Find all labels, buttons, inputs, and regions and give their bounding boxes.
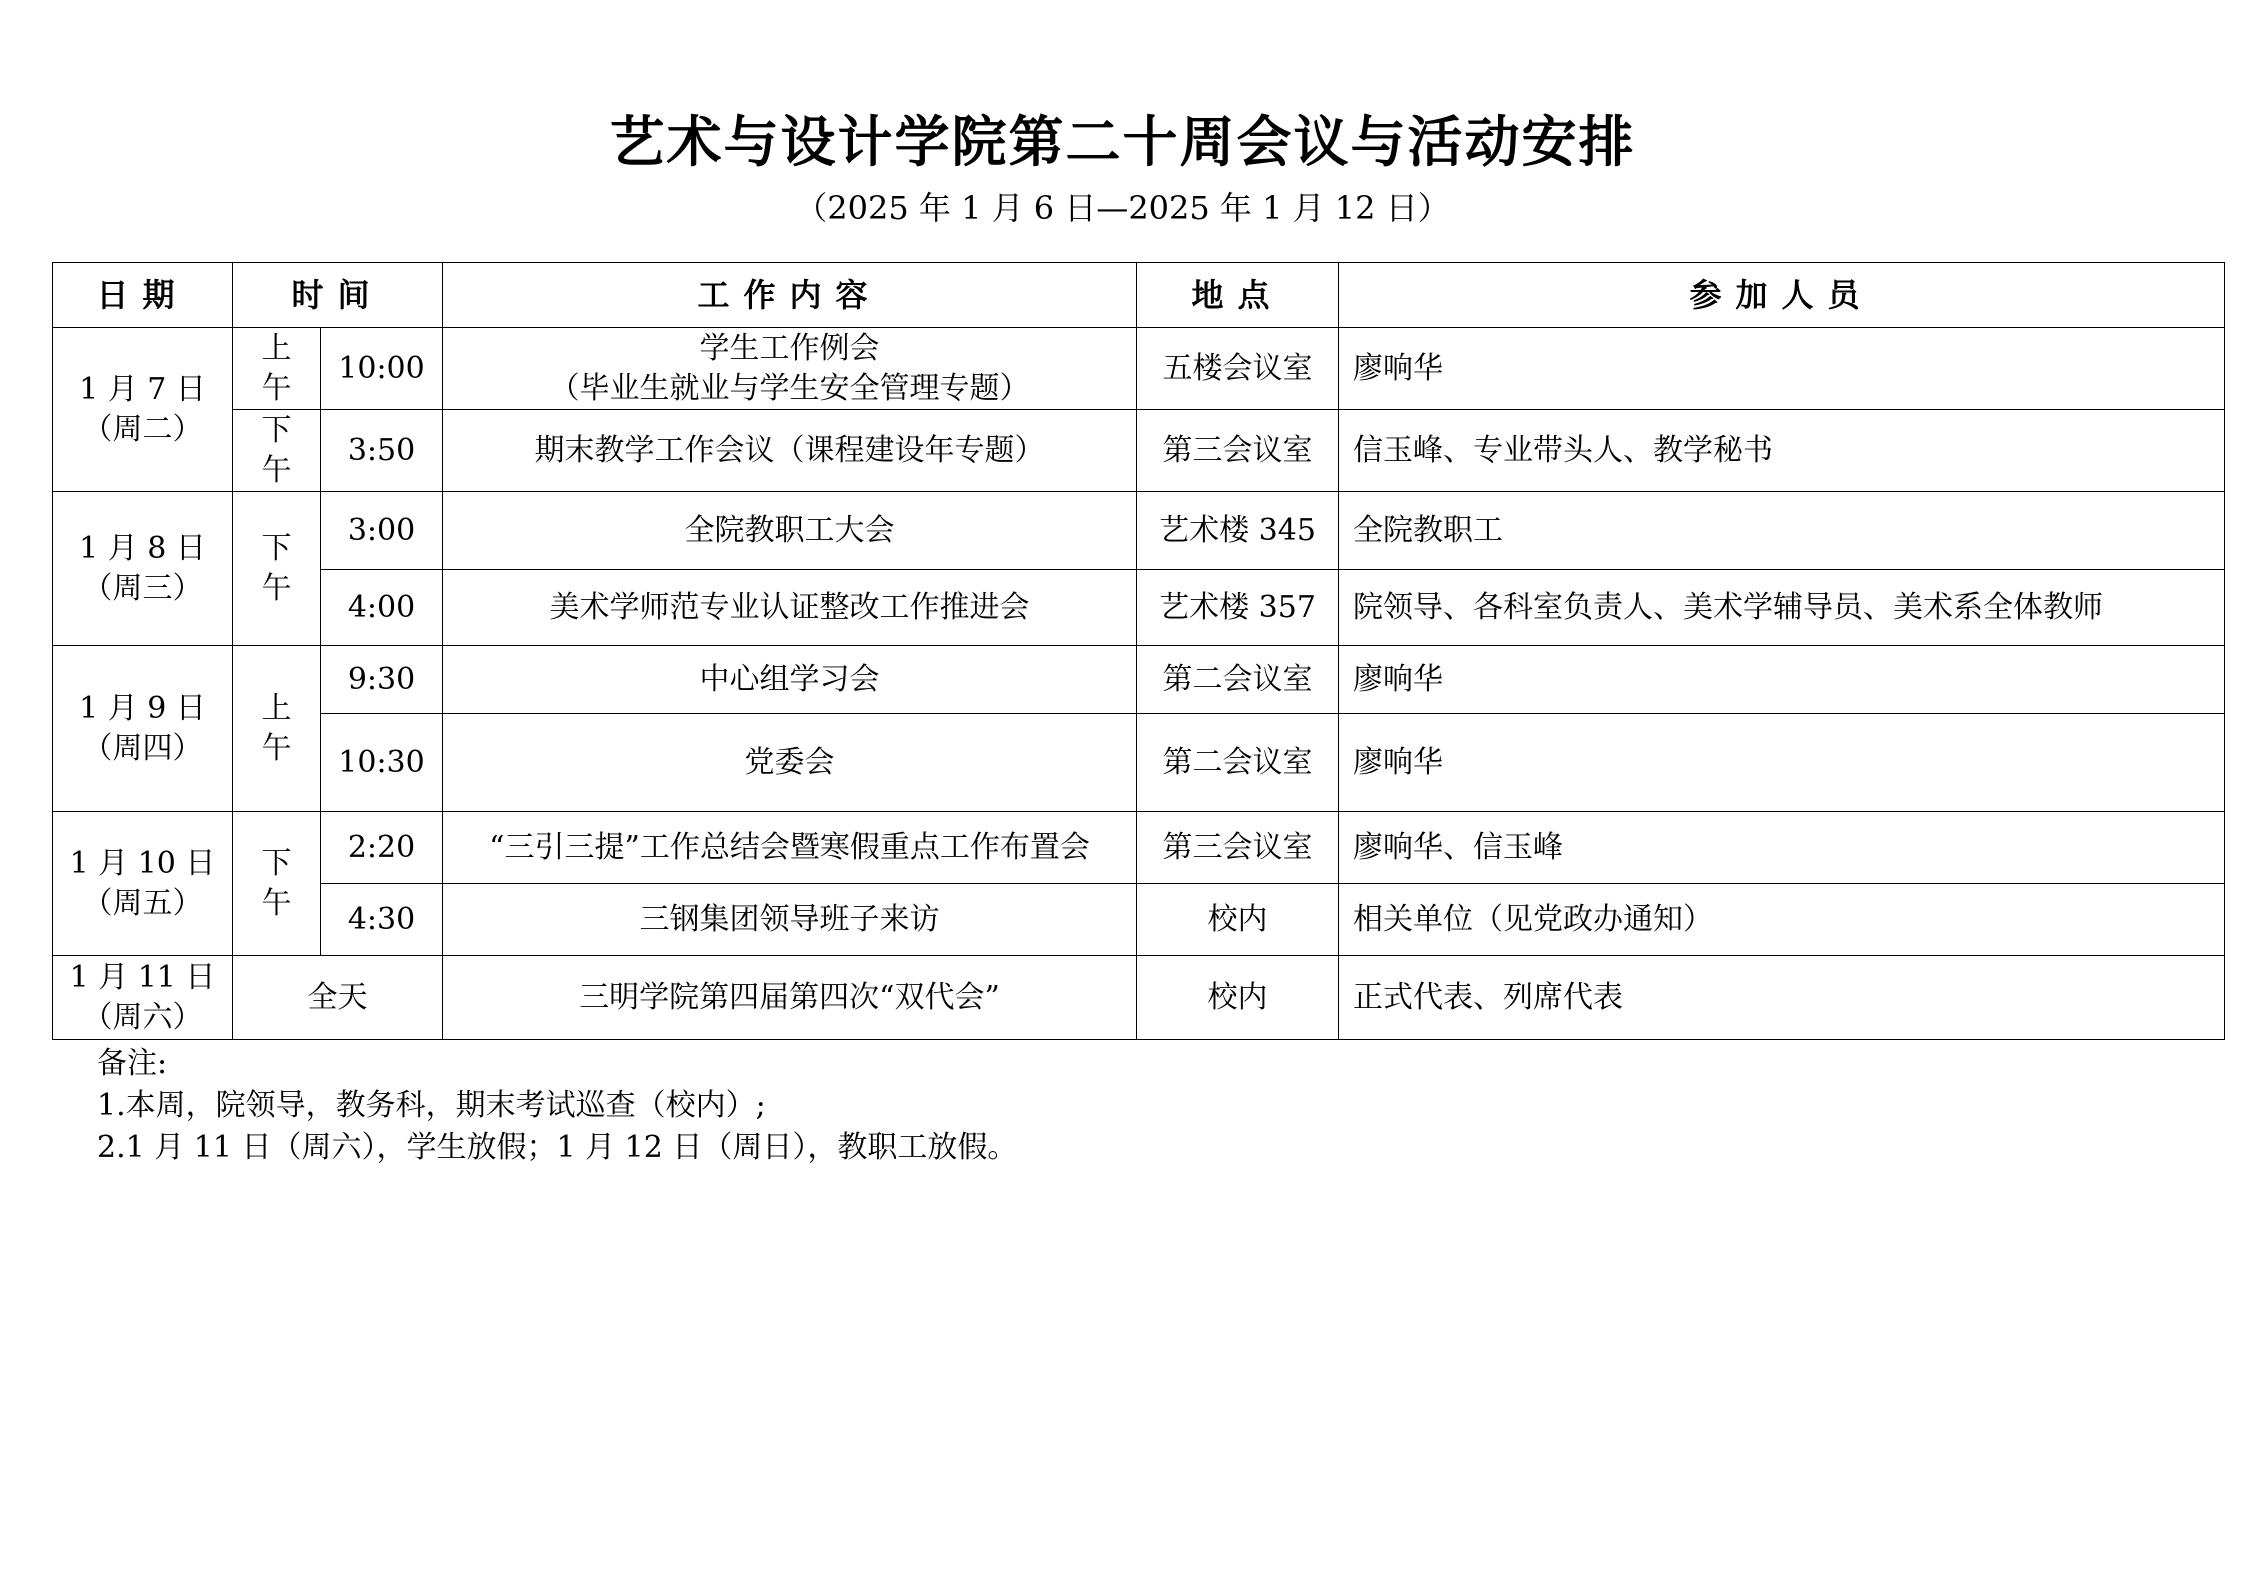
attendees-cell: 信玉峰、专业带头人、教学秘书 — [1339, 410, 2225, 492]
date-cell — [53, 646, 233, 812]
content-cell: 中心组学习会 — [443, 646, 1137, 714]
attendees-cell: 廖响华、信玉峰 — [1339, 812, 2225, 884]
period-char: 午 — [261, 730, 292, 766]
location-cell: 艺术楼 357 — [1137, 570, 1339, 646]
content-cell: 三明学院第四届第四次“双代会” — [443, 956, 1137, 1040]
attendees-cell: 正式代表、列席代表 — [1339, 956, 2225, 1040]
header-time: 时间 — [233, 263, 443, 328]
content-line: （毕业生就业与学生安全管理专题） — [549, 370, 1030, 406]
attendees-cell: 相关单位（见党政办通知） — [1339, 884, 2225, 956]
location-cell: 校内 — [1137, 956, 1339, 1040]
time-cell: 3:50 — [321, 410, 443, 492]
time-cell: 4:00 — [321, 570, 443, 646]
content-cell — [443, 328, 1137, 410]
date-cell — [53, 956, 233, 1040]
period-char: 午 — [261, 885, 292, 921]
weekday-text: （周三） — [82, 570, 203, 606]
attendees-cell: 廖响华 — [1339, 714, 2225, 812]
attendees-cell: 廖响华 — [1339, 328, 2225, 410]
content-cell: 党委会 — [443, 714, 1137, 812]
date-text: 1 月 11 日 — [69, 959, 216, 995]
notes-item: 1.本周，院领导，教务科，期末考试巡查（校内）; — [97, 1088, 766, 1123]
notes-item: 2.1 月 11 日（周六），学生放假；1 月 12 日（周日），教职工放假。 — [97, 1130, 1018, 1165]
location-cell: 第二会议室 — [1137, 646, 1339, 714]
period-char: 午 — [261, 570, 292, 606]
period-char: 上 — [261, 690, 292, 726]
header-location: 地点 — [1137, 263, 1339, 328]
table-row — [53, 812, 2225, 884]
period-char: 下 — [261, 530, 292, 566]
time-cell: 3:00 — [321, 492, 443, 570]
date-cell — [53, 328, 233, 492]
table-row — [53, 884, 2225, 956]
table-row — [53, 328, 2225, 410]
location-cell: 五楼会议室 — [1137, 328, 1339, 410]
period-cell — [233, 328, 321, 410]
content-cell: “三引三提”工作总结会暨寒假重点工作布置会 — [443, 812, 1137, 884]
time-cell: 4:30 — [321, 884, 443, 956]
period-cell — [233, 410, 321, 492]
period-char: 午 — [261, 452, 292, 488]
content-cell: 期末教学工作会议（课程建设年专题） — [443, 410, 1137, 492]
location-cell: 第三会议室 — [1137, 410, 1339, 492]
table-row — [53, 956, 2225, 1040]
header-attendees: 参加人员 — [1339, 263, 2225, 328]
notes-section — [97, 1043, 1017, 1169]
content-line: 学生工作例会 — [699, 330, 880, 366]
date-text: 1 月 9 日 — [79, 690, 206, 726]
date-text: 1 月 10 日 — [69, 845, 216, 881]
allday-cell: 全天 — [233, 956, 443, 1040]
header-content: 工作内容 — [443, 263, 1137, 328]
time-cell: 2:20 — [321, 812, 443, 884]
attendees-cell: 全院教职工 — [1339, 492, 2225, 570]
header-date: 日期 — [53, 263, 233, 328]
period-char: 午 — [261, 370, 292, 406]
location-cell: 第三会议室 — [1137, 812, 1339, 884]
table-row — [53, 714, 2225, 812]
attendees-cell: 廖响华 — [1339, 646, 2225, 714]
period-char: 下 — [261, 412, 292, 448]
location-cell: 第二会议室 — [1137, 714, 1339, 812]
weekday-text: （周四） — [82, 730, 203, 766]
table-header-row — [53, 263, 2225, 328]
date-text: 1 月 8 日 — [79, 530, 206, 566]
table-row — [53, 570, 2225, 646]
attendees-cell: 院领导、各科室负责人、美术学辅导员、美术系全体教师 — [1339, 570, 2225, 646]
date-cell — [53, 812, 233, 956]
schedule-table — [52, 262, 2225, 1040]
date-text: 1 月 7 日 — [79, 371, 206, 407]
content-cell: 全院教职工大会 — [443, 492, 1137, 570]
location-cell: 校内 — [1137, 884, 1339, 956]
date-range: （2025 年 1 月 6 日—2025 年 1 月 12 日） — [795, 189, 1450, 227]
period-cell — [233, 646, 321, 812]
page-title: 艺术与设计学院第二十周会议与活动安排 — [609, 110, 1636, 174]
time-cell: 10:30 — [321, 714, 443, 812]
table-row — [53, 492, 2225, 570]
period-cell — [233, 492, 321, 646]
time-cell: 10:00 — [321, 328, 443, 410]
content-cell: 美术学师范专业认证整改工作推进会 — [443, 570, 1137, 646]
table-row — [53, 410, 2225, 492]
time-cell: 9:30 — [321, 646, 443, 714]
weekday-text: （周六） — [82, 999, 203, 1035]
weekday-text: （周二） — [82, 411, 203, 447]
period-char: 上 — [261, 330, 292, 366]
date-cell — [53, 492, 233, 646]
notes-label: 备注: — [97, 1046, 168, 1081]
location-cell: 艺术楼 345 — [1137, 492, 1339, 570]
weekday-text: （周五） — [82, 885, 203, 921]
period-cell — [233, 812, 321, 956]
content-cell: 三钢集团领导班子来访 — [443, 884, 1137, 956]
table-row — [53, 646, 2225, 714]
period-char: 下 — [261, 845, 292, 881]
